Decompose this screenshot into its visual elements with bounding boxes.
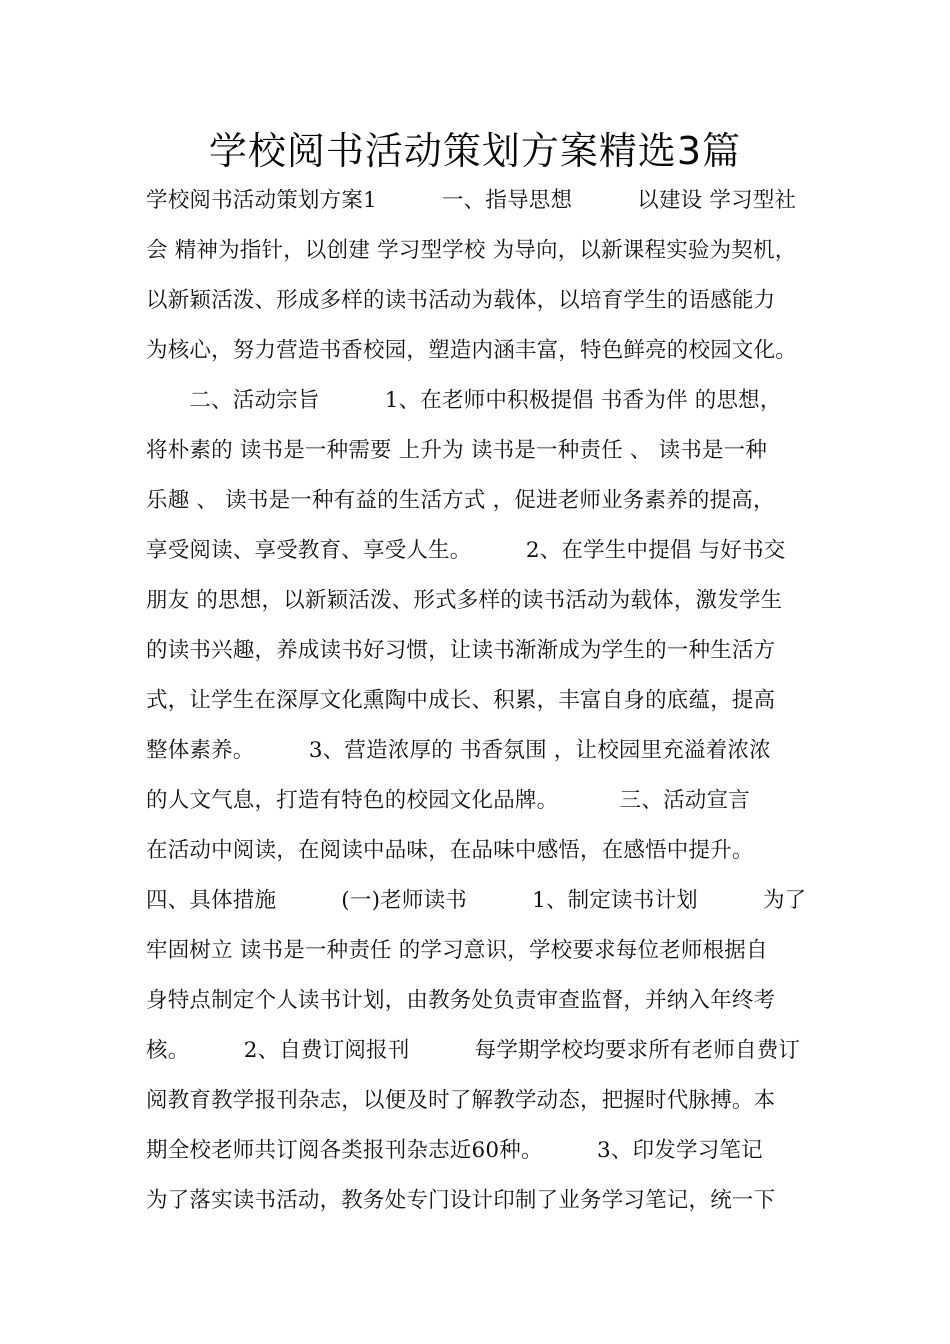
body-line-16: 牢固树立 读书是一种责任 的学习意识，学校要求每位老师根据自 bbox=[146, 938, 768, 963]
document-body bbox=[146, 181, 816, 1231]
body-line-9: 朋友 的思想，以新颖活泼、形式多样的读书活动为载体，激发学生 bbox=[146, 588, 783, 613]
body-line-12: 整体素养。 3、营造浓厚的 书香氛围 ，让校园里充溢着浓浓 bbox=[146, 738, 771, 763]
body-line-11: 式，让学生在深厚文化熏陶中成长、积累，丰富自身的底蕴，提高 bbox=[146, 688, 776, 713]
body-line-3: 以新颖活泼、形成多样的读书活动为载体，以培育学生的语感能力 bbox=[146, 288, 776, 313]
document-title: 学校阅书活动策划方案精选3篇 bbox=[208, 129, 742, 173]
body-line-15: 四、具体措施 (一)老师读书 1、制定读书计划 为了 bbox=[146, 888, 807, 913]
body-line-4: 为核心，努力营造书香校园，塑造内涵丰富，特色鲜亮的校园文化。 bbox=[146, 338, 798, 363]
body-line-21: 为了落实读书活动，教务处专门设计印制了业务学习笔记，统一下 bbox=[146, 1188, 776, 1213]
body-line-6: 将朴素的 读书是一种需要 上升为 读书是一种责任 、 读书是一种 bbox=[146, 438, 768, 463]
body-line-19: 阅教育教学报刊杂志，以便及时了解教学动态，把握时代脉搏。本 bbox=[146, 1088, 776, 1113]
body-line-5: 二、活动宗旨 1、在老师中积极提倡 书香为伴 的思想， bbox=[146, 388, 782, 413]
body-line-8: 享受阅读、享受教育、享受人生。 2、在学生中提倡 与好书交 bbox=[146, 538, 786, 563]
body-line-20: 期全校老师共订阅各类报刊杂志近60种。 3、印发学习笔记 bbox=[146, 1138, 763, 1163]
body-line-1: 学校阅书活动策划方案1 一、指导思想 以建设 学习型社 bbox=[146, 188, 797, 213]
body-line-13: 的人文气息，打造有特色的校园文化品牌。 三、活动宣言 bbox=[146, 788, 750, 813]
body-line-17: 身特点制定个人读书计划，由教务处负责审查监督，并纳入年终考 bbox=[146, 988, 776, 1013]
body-line-2: 会 精神为指针，以创建 学习型学校 为导向，以新课程实验为契机， bbox=[146, 238, 797, 263]
body-line-18: 核。 2、自费订阅报刊 每学期学校均要求所有老师自费订 bbox=[146, 1038, 801, 1063]
body-line-7: 乐趣 、 读书是一种有益的生活方式 ，促进老师业务素养的提高， bbox=[146, 488, 775, 513]
body-line-10: 的读书兴趣，养成读书好习惯，让读书渐渐成为学生的一种生活方 bbox=[146, 638, 776, 663]
body-line-14: 在活动中阅读，在阅读中品味，在品味中感悟，在感悟中提升。 bbox=[146, 838, 754, 863]
